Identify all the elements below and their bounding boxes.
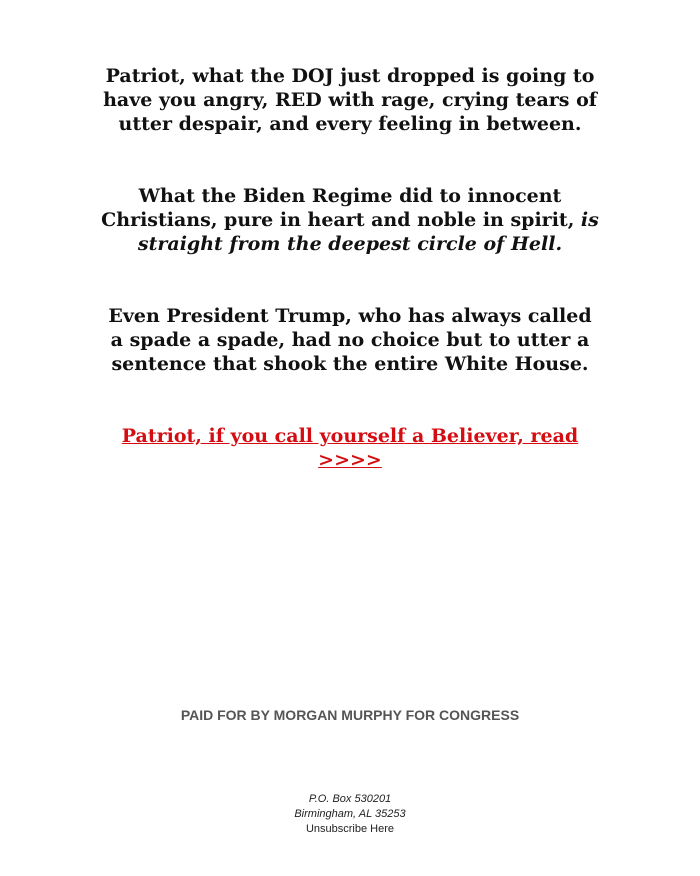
city-state-zip: Birmingham, AL 35253 — [294, 808, 406, 820]
paragraph-doj: Patriot, what the DOJ just dropped is going to have you angry, RED with rage, crying tears of utter despair, and every feeling in between. — [103, 65, 597, 135]
paragraph-trump: Even President Trump, who has always called a spade a spade, had no choice but to utter a sentence that shook the entire White House. — [108, 305, 592, 375]
cta-paragraph — [100, 424, 600, 472]
paragraph-biden-regime — [100, 184, 600, 256]
footer-address — [0, 792, 700, 837]
paragraph-biden-regime-text: What the Biden Regime did to innocent Christians, pure in heart and noble in spirit, — [101, 185, 581, 231]
paid-for-disclaimer: PAID FOR BY MORGAN MURPHY FOR CONGRESS — [180, 707, 520, 723]
po-box: P.O. Box 530201 — [308, 793, 392, 805]
unsubscribe-link[interactable]: Unsubscribe Here — [305, 823, 395, 835]
paragraph-biden-regime-italic-text: is straight from the deepest circle of Hell. — [137, 209, 599, 255]
believer-read-link[interactable]: Patriot, if you call yourself a Believer, read >>>> — [121, 425, 579, 471]
